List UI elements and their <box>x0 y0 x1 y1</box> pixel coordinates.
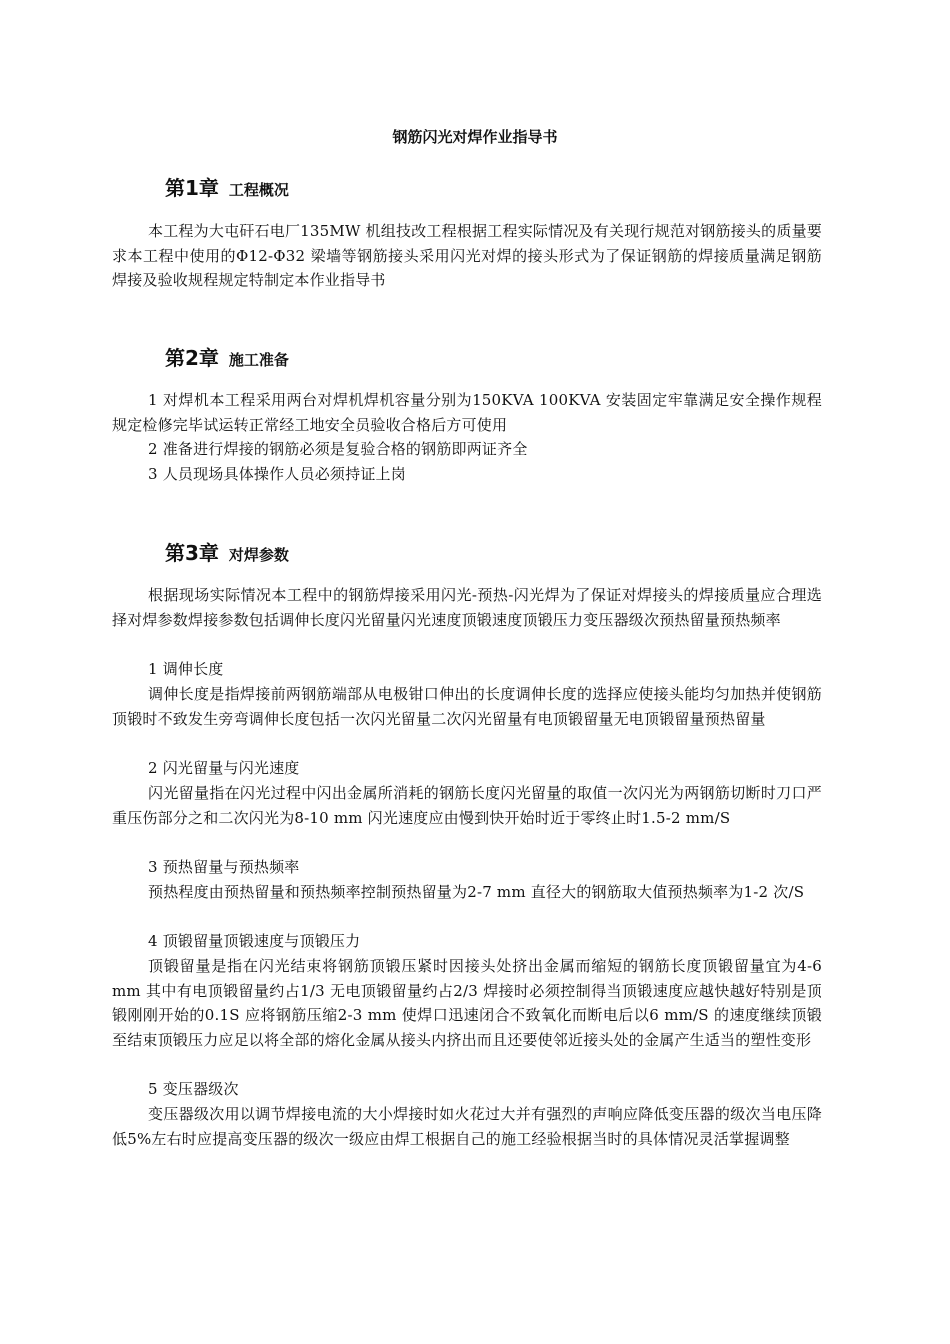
chapter-name: 对焊参数 <box>228 546 289 564</box>
paragraph: 顶锻留量是指在闪光结束将钢筋顶锻压紧时因接头处挤出金属而缩短的钢筋长度顶锻留量宜为4-6 mm 其中有电顶锻留量约占1/3 无电顶锻留量约占2/3 焊接时必须控制得当顶锻速度应越快越好特别是顶锻刚刚开始的0.1S 应将钢筋压缩2-3 mm 使焊口迅速闭合不致氧化而断电后以6 mm/S 的速度继续顶锻至结束顶锻压力应足以将全部的熔化金属从接头内挤出而且还要使邻近接头处的金属产生适当的塑性变形 <box>112 957 822 1050</box>
chapter-number: 第2章 <box>165 346 219 370</box>
paragraph: 3 人员现场具体操作人员必须持证上岗 <box>148 465 406 483</box>
chapter-1-heading <box>165 172 289 201</box>
subsection-heading: 4 顶锻留量顶锻速度与顶锻压力 <box>148 932 361 950</box>
chapter-2-heading <box>165 342 289 371</box>
paragraph: 变压器级次用以调节焊接电流的大小焊接时如火花过大并有强烈的声响应降低变压器的级次当电压降低5%左右时应提高变压器的级次一级应由焊工根据自己的施工经验根据当时的具体情况灵活掌握调整 <box>112 1105 822 1148</box>
subsection-heading: 3 预热留量与预热频率 <box>148 858 300 876</box>
paragraph: 调伸长度是指焊接前两钢筋端部从电极钳口伸出的长度调伸长度的选择应使接头能均匀加热并使钢筋顶锻时不致发生旁弯调伸长度包括一次闪光留量二次闪光留量有电顶锻留量无电顶锻留量预热留量 <box>112 685 822 728</box>
document-title: 钢筋闪光对焊作业指导书 <box>392 128 558 146</box>
chapter-name: 工程概况 <box>228 181 289 199</box>
paragraph: 根据现场实际情况本工程中的钢筋焊接采用闪光-预热-闪光焊为了保证对焊接头的焊接质量应合理选择对焊参数焊接参数包括调伸长度闪光留量闪光速度顶锻速度顶锻压力变压器级次预热留量预热频率 <box>112 586 822 629</box>
paragraph: 预热程度由预热留量和预热频率控制预热留量为2-7 mm 直径大的钢筋取大值预热频率为1-2 次/S <box>148 883 805 901</box>
subsection-heading: 1 调伸长度 <box>148 660 224 678</box>
subsection-heading: 2 闪光留量与闪光速度 <box>148 759 300 777</box>
paragraph: 闪光留量指在闪光过程中闪出金属所消耗的钢筋长度闪光留量的取值一次闪光为两钢筋切断时刀口严重压伤部分之和二次闪光为8-10 mm 闪光速度应由慢到快开始时近于零终止时1.5-2 mm/S <box>112 784 822 827</box>
paragraph: 1 对焊机本工程采用两台对焊机焊机容量分别为150KVA 100KVA 安装固定牢靠满足安全操作规程规定检修完毕试运转正常经工地安全员验收合格后方可使用 <box>112 391 822 434</box>
paragraph: 2 准备进行焊接的钢筋必须是复验合格的钢筋即两证齐全 <box>148 440 528 458</box>
paragraph: 本工程为大屯矸石电厂135MW 机组技改工程根据工程实际情况及有关现行规范对钢筋接头的质量要求本工程中使用的Φ12-Φ32 梁墙等钢筋接头采用闪光对焊的接头形式为了保证钢筋的焊接质量满足钢筋焊接及验收规程规定特制定本作业指导书 <box>112 222 822 290</box>
chapter-number: 第1章 <box>165 176 219 200</box>
chapter-3-heading <box>165 537 289 566</box>
chapter-name: 施工准备 <box>228 351 289 369</box>
chapter-number: 第3章 <box>165 541 219 565</box>
subsection-heading: 5 变压器级次 <box>148 1080 239 1098</box>
